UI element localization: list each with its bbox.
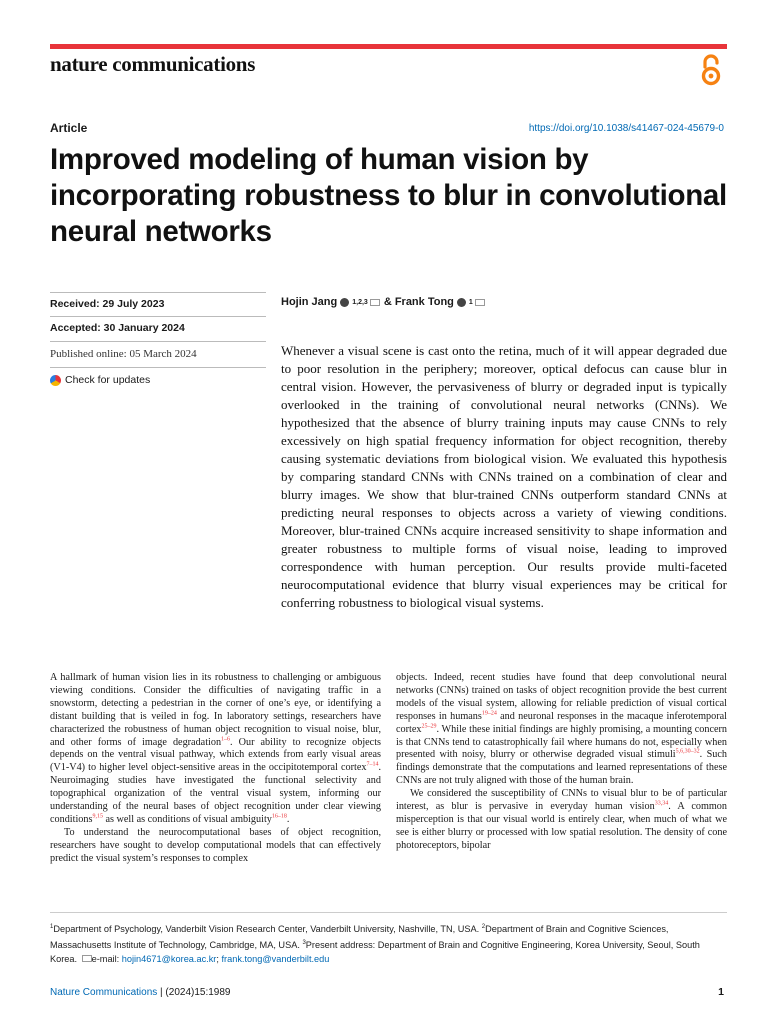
meta-divider: [50, 367, 266, 368]
header-accent-bar: [50, 44, 727, 49]
doi-link[interactable]: https://doi.org/10.1038/s41467-024-45679-0: [528, 123, 724, 134]
affil-number: 1: [50, 924, 54, 930]
reference-link[interactable]: 16–18: [271, 813, 287, 820]
footer-citation: | (2024)15:1989: [160, 987, 231, 998]
reference-link[interactable]: 19–24: [481, 710, 497, 717]
affil-text: Present address: Department of Brain and Cognitive Engineering, Korea University, Seoul, South Korea.: [50, 940, 700, 965]
text-run: . Our ability to recognize objects depends on the ventral visual pathway, which extends from early visual areas (V1-V4) to higher level object-sensitive areas in the occipitotemporal cortex: [50, 736, 382, 774]
open-access-icon: [698, 54, 724, 86]
meta-divider: [50, 316, 266, 317]
text-run: and neuronal responses in the macaque inferotemporal cortex: [396, 710, 727, 735]
orcid-icon[interactable]: [340, 298, 349, 307]
reference-link[interactable]: 7–14: [366, 761, 379, 768]
reference-link[interactable]: 1–6: [221, 736, 231, 743]
meta-divider: [50, 292, 266, 293]
check-for-updates-button[interactable]: [50, 374, 266, 386]
text-run: . A common misperception is that our visual world is entirely clear, when much of what we see is either blurry or processed with low spatial resolution. The density of cone photoreceptors, bipolar: [396, 801, 727, 851]
meta-divider: [50, 341, 266, 342]
reference-link[interactable]: 5,6,30–32: [675, 749, 700, 756]
journal-name: nature communications: [50, 52, 256, 76]
text-run: . Neuroimaging studies have investigated the functional selectivity and topographical organization of the ventral visual system, informing our understanding of the neural bases of object recognition under clear viewing conditions: [50, 762, 381, 825]
email-link[interactable]: hojin4671@korea.ac.kr: [121, 954, 217, 965]
author-affiliation: 1,2,3: [352, 298, 368, 306]
email-icon[interactable]: [475, 299, 485, 306]
author-affiliation: 1: [468, 298, 473, 306]
text-run: We considered the susceptibility of CNNs to visual blur to be of particular interest, as blur is pervasive in everyday human vision: [396, 788, 727, 813]
text-run: A hallmark of human vision lies in its robustness to challenging or ambiguous viewing conditions. Consider the difficulties of navigating traffic in a snowstorm, detecting a pedestrian in the corner of one’s eye, or identifying a distant building that is veiled in fog. In laboratory settings, researchers have characterized the robustness of human object recognition to visual noise, blur, and other forms of image degradation: [50, 672, 381, 748]
affil-text: Department of Psychology, Vanderbilt Vision Research Center, Vanderbilt University, Nashville, TN, USA.: [53, 924, 482, 935]
separator: ;: [216, 954, 222, 965]
footnote-divider: [50, 912, 727, 913]
affil-text: Department of Brain and Cognitive Sciences, Massachusetts Institute of Technology, Cambridge, MA, USA.: [50, 924, 669, 951]
reference-link[interactable]: 25–29: [421, 723, 437, 730]
abstract: Whenever a visual scene is cast onto the retina, much of it will appear degraded due to poor resolution in the periphery; moreover, optical defocus can cause blur in central vision. However, the pervasiveness of blurry or degraded input is typically overlooked in the training of convolutional neural networks (CNNs). We hypothesized that the absence of blurry training inputs may cause CNNs to rely excessively on high spatial frequency information for object recognition, thereby causing systematic deviations from biological vision. We evaluated this hypothesis by comparing standard CNNs with CNNs trained on a combination of clear and blurry images. We show that blur-trained CNNs outperform standard CNNs at predicting neural responses to objects across a variety of viewing conditions. Moreover, blur-trained CNNs acquire increased sensitivity to shape information and greater robustness to multiple forms of visual noise, leading to improved correspondence with human perception. Our results provide multi-faceted neurocomputational evidence that blurry visual experiences may be critical for conferring robustness to biological visual systems.: [281, 343, 727, 610]
paragraph: [396, 788, 727, 853]
footer-journal-link[interactable]: Nature Communications: [50, 987, 158, 998]
article-type: Article: [50, 121, 88, 135]
received-date: Received: 29 July 2023: [50, 298, 165, 310]
reference-link[interactable]: 33,34: [654, 800, 669, 807]
paragraph: [396, 672, 727, 788]
affiliations: [50, 920, 727, 966]
article-title: Improved modeling of human vision by incorporating robustness to blur in convolutional neural networks: [50, 143, 727, 248]
email-label: e-mail:: [91, 954, 122, 965]
text-run: objects. Indeed, recent studies have found that deep convolutional neural networks (CNNs) trained on tasks of object recognition provide the best current models of the visual system, allowing for reliable prediction of visual cortical responses in humans: [396, 672, 727, 722]
author-name[interactable]: & Frank Tong: [383, 296, 454, 308]
text-run: .: [286, 813, 290, 825]
affil-number: 3: [302, 940, 306, 947]
check-updates-icon: [50, 375, 61, 386]
affil-number: 2: [481, 924, 486, 930]
body-column-right: [396, 672, 727, 853]
page-footer: [50, 987, 230, 998]
check-updates-label: Check for updates: [65, 374, 151, 386]
text-run: . Such findings demonstrate that the computations and learned representations of these CNNs are not truly aligned with those of the human brain.: [396, 749, 727, 787]
email-icon[interactable]: [370, 299, 380, 306]
author-name[interactable]: Hojin Jang: [281, 296, 338, 308]
email-icon: [82, 955, 92, 962]
paragraph: To understand the neurocomputational bases of object recognition, researchers have sought to develop computational models that can effectively predict the visual system’s responses to complex: [50, 826, 381, 864]
accepted-date: Accepted: 30 January 2024: [50, 322, 185, 334]
reference-link[interactable]: 9,15: [92, 813, 103, 820]
author-list: [281, 296, 485, 308]
body-column-left: [50, 672, 381, 866]
text-run: as well as conditions of visual ambiguity: [102, 813, 272, 825]
page-number: 1: [718, 986, 724, 998]
published-date: Published online: 05 March 2024: [50, 348, 197, 360]
paragraph: [50, 672, 381, 827]
text-run: . While these initial findings are highly promising, a mounting concern is that CNNs tend to catastrophically fail where humans do not, especially when presented with noisy, blurry or otherwise degraded visual stimuli: [396, 723, 727, 761]
orcid-icon[interactable]: [457, 298, 466, 307]
email-link[interactable]: frank.tong@vanderbilt.edu: [221, 954, 330, 965]
